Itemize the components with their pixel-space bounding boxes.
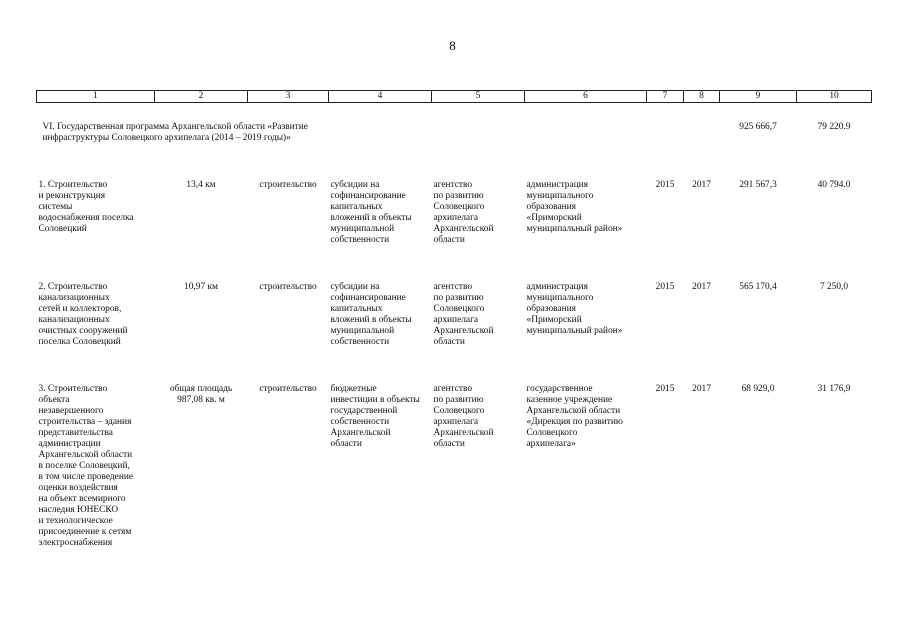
- page-number: 8: [449, 38, 456, 53]
- project-work-type: строительство: [259, 384, 317, 394]
- project-total-cost: 565 170,4: [739, 282, 777, 292]
- column-number: 10: [797, 91, 872, 103]
- table-row: [37, 348, 872, 549]
- table-row: [37, 144, 872, 246]
- project-funding-form: бюджетные инвестиции в объекты государственной собственности Архангельской области: [330, 384, 420, 449]
- project-start-year: 2015: [655, 180, 675, 190]
- project-end-year: 2017: [692, 282, 711, 292]
- column-number: 2: [155, 91, 248, 103]
- project-name: 3. Строительство объекта незавершенного строительства – здания представительства администрации Архангельской области в поселке Соловецкий, в том числе проведение оценки воздействия на объект всемирного наследия ЮНЕСКО и технологическое присоединение к сетям электроснабжения: [38, 384, 134, 548]
- column-number: 8: [684, 91, 720, 103]
- column-number: 9: [720, 91, 797, 103]
- column-number: 4: [329, 91, 432, 103]
- project-funding-form: субсидии на софинансирование капитальных вложений в объекты муниципальной собственности: [330, 282, 412, 347]
- project-customer: государственное казенное учреждение Архангельской области «Дирекция по развитию Соловецкого архипелага»: [526, 384, 623, 449]
- project-responsible-agency: агентство по развитию Соловецкого архипелага Архангельской области: [433, 384, 494, 449]
- project-year-cost: 7 250,0: [819, 282, 849, 292]
- project-customer: администрация муниципального образования «Приморский муниципальный район»: [526, 282, 623, 336]
- project-name: 1. Строительство и реконструкция системы водоснабжения поселка Соловецкий: [38, 180, 134, 234]
- column-number: 7: [647, 91, 684, 103]
- column-number: 1: [37, 91, 155, 103]
- section-row: [37, 103, 872, 145]
- project-year-cost: 31 176,9: [817, 384, 851, 394]
- project-end-year: 2017: [692, 384, 711, 394]
- project-work-type: строительство: [259, 282, 317, 292]
- project-year-cost: 40 794.0: [817, 180, 851, 190]
- project-name: 2. Строительство канализационных сетей и коллекторов, канализационных очистных сооружений поселка Соловецкий: [38, 282, 128, 347]
- section-title: VI. Государственная программа Архангельской области «Развитие инфраструктуры Соловецкого архипелага (2014 – 2019 годы)»: [42, 122, 308, 143]
- section-total-col9: 925 666,7: [739, 122, 777, 132]
- project-capacity: общая площадь 987,08 кв. м: [169, 384, 233, 405]
- project-customer: администрация муниципального образования «Приморский муниципальный район»: [526, 180, 623, 234]
- project-capacity: 13,4 км: [186, 180, 216, 190]
- column-number: 3: [248, 91, 329, 103]
- section-total-col10: 79 220.9: [817, 122, 851, 132]
- column-number: 6: [525, 91, 647, 103]
- project-total-cost: 68 929,0: [741, 384, 775, 394]
- project-responsible-agency: агентство по развитию Соловецкого архипелага Архангельской области: [433, 282, 494, 347]
- project-start-year: 2015: [655, 282, 675, 292]
- column-number-row: [37, 91, 872, 103]
- table-row: [37, 246, 872, 348]
- project-funding-form: субсидии на софинансирование капитальных вложений в объекты муниципальной собственности: [330, 180, 412, 245]
- project-total-cost: 291 567,3: [739, 180, 777, 190]
- project-capacity: 10,97 км: [184, 282, 218, 292]
- program-table: [36, 90, 872, 549]
- project-work-type: строительство: [259, 180, 317, 190]
- project-start-year: 2015: [655, 384, 675, 394]
- project-end-year: 2017: [692, 180, 711, 190]
- column-number: 5: [432, 91, 525, 103]
- project-responsible-agency: агентство по развитию Соловецкого архипелага Архангельской области: [433, 180, 494, 245]
